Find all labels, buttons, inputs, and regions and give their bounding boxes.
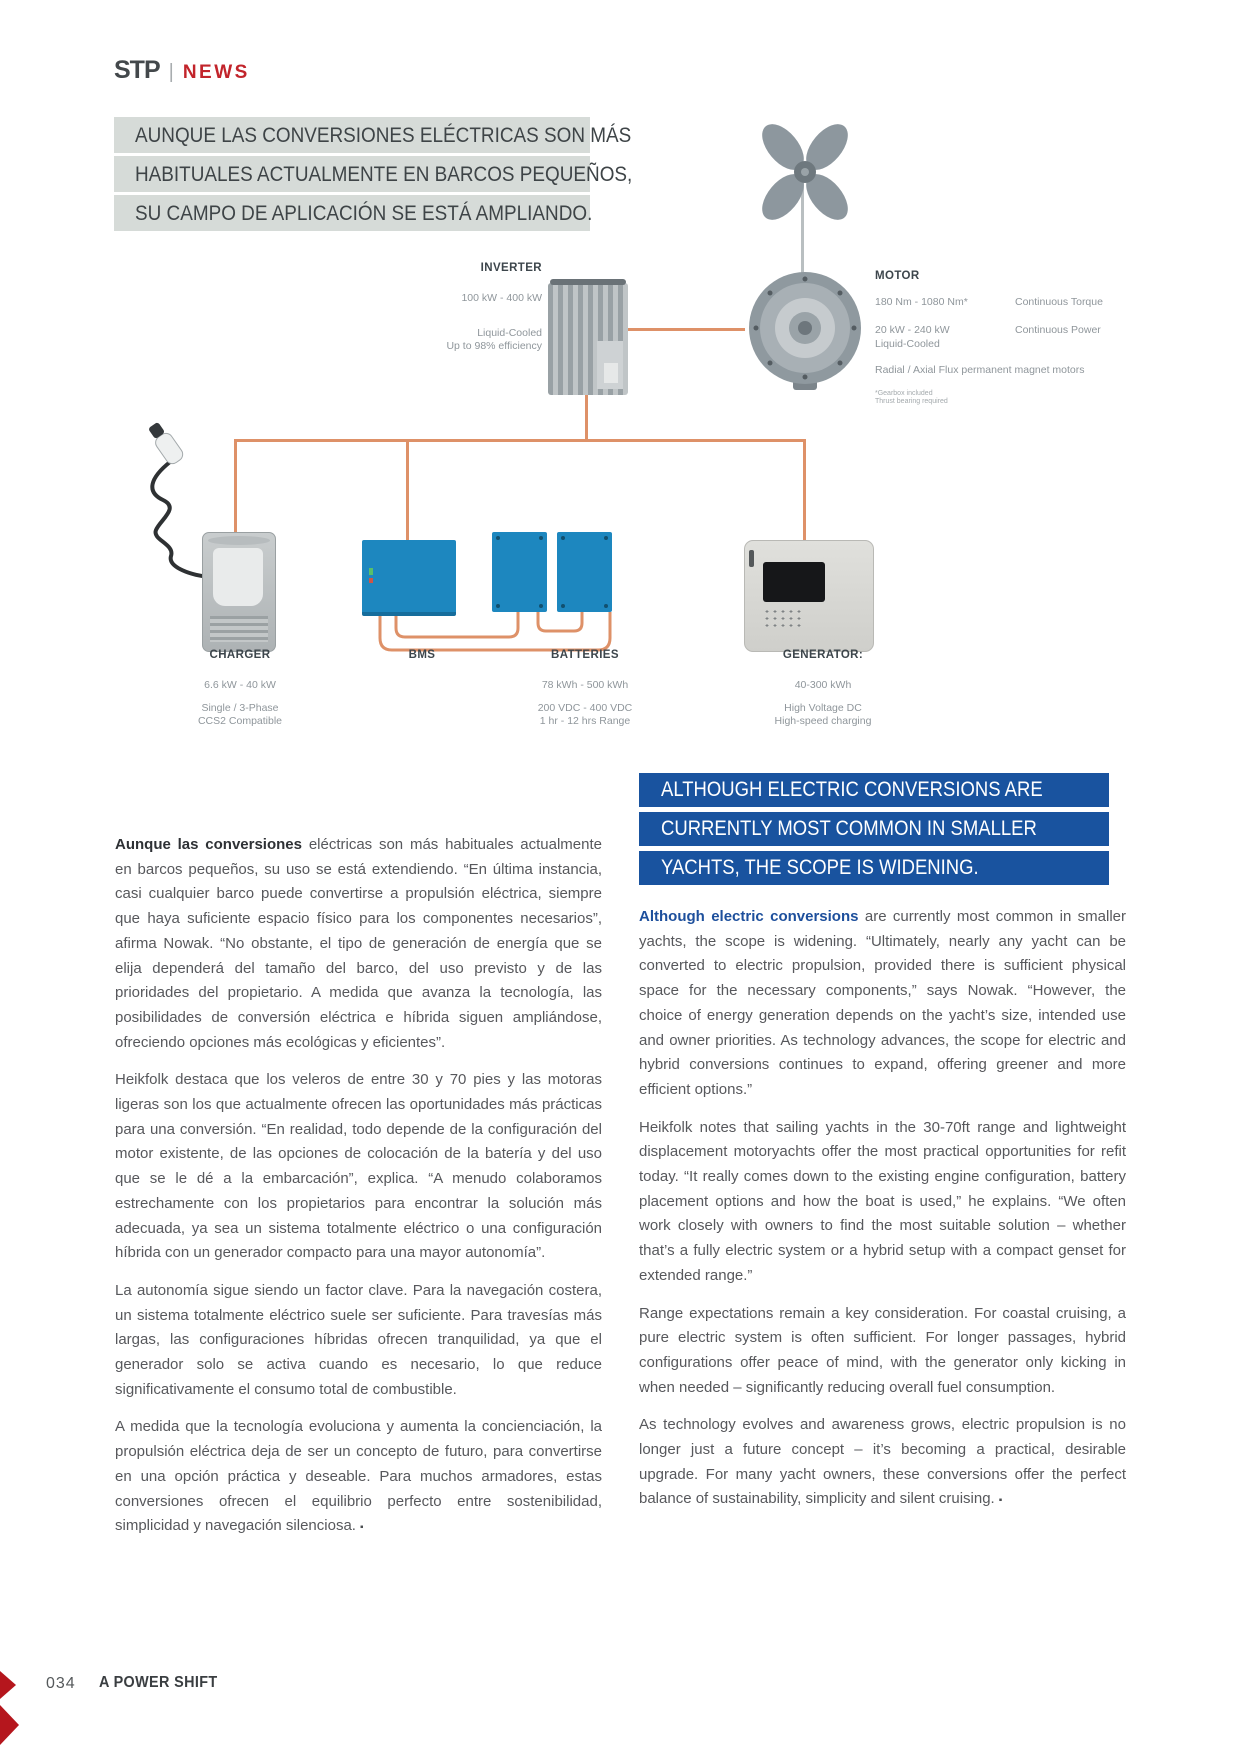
paragraph: Heikfolk destaca que los veleros de entre 30 y 70 pies y las motoras ligeras son los que actualmente ofrecen las oportunidades más prácticas para una conversión. “En realidad, todo depende de la configuración del motor existente, de las opciones de colocación de la batería y del uso que se le dé a la embarcación”, explica. “A menudo colaboramos estrechamente con los propietarios para encontrar la solución más adecuada, ya sea un sistema totalmente eléctrico o una configuración híbrida con un generador compacto para una mayor autonomía”. [115, 1071, 602, 1262]
page-number: 034 [46, 1675, 76, 1692]
spanish-article-column [115, 833, 602, 1554]
paragraph-text: As technology evolves and awareness grows, electric propulsion is no longer just a future concept – it’s becoming a practical, desirable upgrade. For many yacht owners, these conversions offer the perfect balance of sustainability, simplicity and silent cruising. [639, 1416, 1126, 1508]
paragraph-text: are currently most common in smaller yachts, the scope is widening. “Ultimately, nearly any yacht can be converted to electric propulsion, provided there is sufficient physical space for the necessary components,” says Nowak. “However, the choice of energy generation depends on the yacht’s size, intended use and owner priorities. As technology advances, the scope for electric and hybrid conversions continues to expand, offering greener and more efficient options.” [639, 908, 1127, 1098]
stp-logo-text: STP [114, 56, 160, 84]
wire-bus-generator [803, 441, 806, 542]
charger-power: 6.6 kW - 40 kW [204, 679, 276, 691]
headline-bar-text: SU CAMPO DE APLICACIÓN SE ESTÁ AMPLIANDO. [135, 200, 593, 225]
inverter-graphic [548, 283, 628, 395]
charger-top-detail [208, 536, 270, 545]
news-logo-text: NEWS [182, 62, 250, 83]
inverter-label: INVERTER [480, 262, 542, 274]
batteries-voltage: 200 VDC - 400 VDC [537, 702, 633, 714]
inverter-efficiency: Up to 98% efficiency [446, 340, 542, 352]
logo-divider: | [168, 61, 174, 83]
red-arrow-icon [0, 1671, 16, 1699]
charger-ridges [210, 616, 268, 642]
charger-phase: Single / 3-Phase [201, 702, 279, 714]
generator-side-detail [749, 550, 754, 567]
battery-graphic [492, 532, 547, 612]
motor-torque-desc: Continuous Torque [1015, 296, 1103, 308]
paragraph-text: eléctricas son más habituales actualmente en barcos pequeños, su uso se está extendiendo. “En última instancia, casi cualquier barco puede convertirse a propulsión eléctrica, siempre que haya suficiente espacio físico para los componentes necesarios”, afirma Nowak. “No obstante, el tipo de generación de energía que se elija dependerá del tamaño del barco, del uso previsto y de las prioridades del propietario. A medida que avanza la tecnología, las posibilidades de conversión eléctrica e híbrida siguen ampliándose, ofreciendo opciones más ecológicas y eficientes”. [115, 836, 602, 1051]
corner-triangle-icon [0, 1705, 19, 1745]
article-end-mark: ▪ [359, 1522, 364, 1534]
motor-cooling: Liquid-Cooled [875, 338, 940, 350]
charger-label: CHARGER [209, 649, 271, 661]
paragraph: Heikfolk notes that sailing yachts in the 30-70ft range and lightweight displacement motoryachts offer the most practical opportunities for refit today. “It really comes down to the existing engine configuration, battery placement options and how the boat is used,” he explains. “We often work closely with owners to find the most suitable solution – whether that’s a fully electric system or a hybrid setup with a compact genset for extended range.” [639, 1118, 1126, 1284]
motor-power-value: 20 kW - 240 kW [875, 324, 950, 336]
headline-bar-text: CURRENTLY MOST COMMON IN SMALLER [661, 817, 1037, 840]
motor-type: Radial / Axial Flux permanent magnet motors [875, 364, 1085, 376]
motor-footnote-1: *Gearbox included [875, 390, 933, 397]
battery-terminals [561, 536, 565, 540]
battery-terminals [496, 536, 500, 540]
inverter-top-cap [550, 279, 626, 285]
bms-led-red [369, 578, 373, 583]
inverter-label-chip [604, 363, 618, 383]
paragraph: La autonomía sigue siendo un factor clave. Para la navegación costera, un sistema totalmente eléctrico suele ser suficiente. Para travesías más largas, las configuraciones híbridas ofrecen tranquilidad, ya que el generador solo se activa cuando es necesario, lo que reduce significativamente el consumo total de combustible. [115, 1281, 602, 1398]
charger-inner-panel [213, 548, 263, 606]
charger-graphic [202, 532, 276, 652]
propeller-icon [739, 105, 871, 237]
headline-bar-text: HABITUALES ACTUALMENTE EN BARCOS PEQUEÑOS, [135, 161, 633, 186]
wire-bus-bms [406, 441, 409, 542]
bms-led-green [369, 568, 373, 575]
generator-screen [763, 562, 825, 602]
charger-compat: CCS2 Compatible [197, 715, 283, 727]
inverter-cooling: Liquid-Cooled [477, 327, 542, 339]
lead-text: Aunque las conversiones [115, 836, 302, 853]
batteries-range: 1 hr - 12 hrs Range [539, 715, 631, 727]
motor-label: MOTOR [875, 270, 920, 282]
headline-bar-text: YACHTS, THE SCOPE IS WIDENING. [661, 856, 979, 879]
article-title: A POWER SHIFT [99, 1674, 218, 1691]
headline-bar [639, 812, 1109, 846]
headline-bar-text: ALTHOUGH ELECTRIC CONVERSIONS ARE [661, 778, 1043, 801]
generator-voltage: High Voltage DC [784, 702, 862, 714]
motor-footnote-2: Thrust bearing required [875, 398, 948, 405]
headline-bar-text: AUNQUE LAS CONVERSIONES ELÉCTRICAS SON MÁS [135, 122, 632, 147]
generator-capacity: 40-300 kWh [794, 679, 852, 691]
wire-bus [234, 439, 806, 442]
paragraph: Range expectations remain a key consideration. For coastal cruising, a pure electric system is often sufficient. For longer passages, hybrid configurations offer peace of mind, with the generator only kicking in when needed – significantly reducing overall fuel consumption. [639, 1304, 1126, 1396]
english-article-column [639, 905, 1126, 1527]
motor-power-desc: Continuous Power [1015, 324, 1101, 336]
paragraph [115, 1415, 602, 1541]
electric-propulsion-diagram [0, 0, 1240, 760]
batteries-capacity: 78 kWh - 500 kWh [541, 679, 629, 691]
generator-charging: High-speed charging [774, 715, 872, 727]
article-end-mark: ▪ [998, 1495, 1003, 1507]
english-headline-bars [639, 773, 1109, 890]
inverter-labels [370, 262, 542, 353]
paragraph-text: A medida que la tecnología evoluciona y aumenta la concienciación, la propulsión eléctrica deja de ser un concepto de futuro, para convertirse en una opción práctica y deseable. Para muchos armadores, estas conversiones ofrecen el equilibrio perfecto entre sostenibilidad, simplicidad y navegación silenciosa. [115, 1418, 602, 1535]
motor-torque-value: 180 Nm - 1080 Nm* [875, 296, 968, 308]
generator-keypad [763, 608, 805, 630]
wire-inverter-bus [585, 395, 588, 441]
generator-graphic [744, 540, 874, 652]
paragraph [639, 905, 1126, 1103]
lead-text: Although electric conversions [639, 908, 859, 925]
paragraph [115, 833, 602, 1055]
headline-bar [639, 851, 1109, 885]
headline-bar [639, 773, 1109, 807]
bms-graphic [362, 540, 456, 616]
batteries-label: BATTERIES [551, 649, 619, 661]
inverter-power: 100 kW - 400 kW [461, 292, 542, 304]
bms-label: BMS [408, 649, 436, 661]
motor-icon [745, 270, 865, 394]
battery-graphic [557, 532, 612, 612]
paragraph [639, 1413, 1126, 1514]
generator-label: GENERATOR: [782, 649, 864, 661]
wire-inverter-motor [628, 328, 745, 331]
